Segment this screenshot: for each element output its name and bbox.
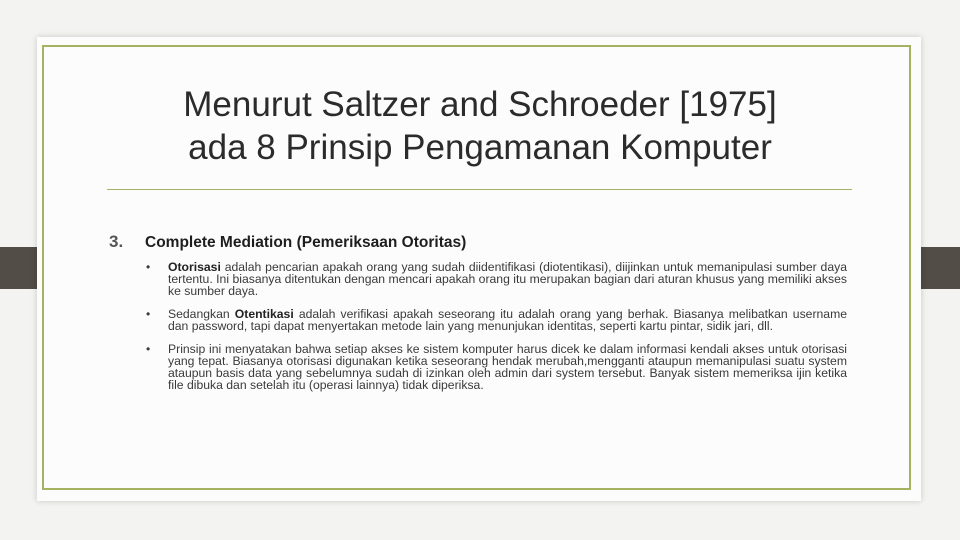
section-heading xyxy=(109,232,809,252)
bullet-text: Prinsip ini menyatakan bahwa setiap akses ke sistem komputer harus dicek ke dalam informasi kendali akses untuk otorisasi yang tepat. Biasanya otorisasi digunakan ketika seseorang hendak merubah,mengganti ataupun memanipulasi suatu system ataupun basis data yang sebelumnya sudah di izinkan oleh admin dari system tersebut. Banyak sistem memeriksa ijin ketika file dibuka dan setelah itu (operasi lainnya) tidak diperiksa. xyxy=(168,342,847,392)
slide-title xyxy=(110,83,850,169)
section-number: 3. xyxy=(109,232,124,251)
bullet-list xyxy=(146,261,847,402)
term-otorisasi: Otorisasi xyxy=(168,260,221,274)
bullet-marker: • xyxy=(146,342,151,356)
bullet-marker: • xyxy=(146,260,151,274)
bullet-item-otentikasi xyxy=(146,308,847,332)
bullet-prefix: Sedangkan xyxy=(168,307,235,321)
title-line-1: Menurut Saltzer and Schroeder [1975] xyxy=(183,85,777,124)
bullet-text: adalah pencarian apakah orang yang sudah diidentifikasi (diotentikasi), diijinkan untuk memanipulasi sumber daya tertentu. Ini biasanya ditentukan dengan mencari apakah orang itu merupakan bagian dari aturan khusus yang memiliki akses ke sumber daya. xyxy=(168,260,847,298)
bullet-marker: • xyxy=(146,307,151,321)
bullet-text: adalah verifikasi apakah seseorang itu adalah orang yang berhak. Biasanya melibatkan username dan password, tapi dapat menyertakan metode lain yang menunjukan identitas, seperti kartu pintar, sidik jari, dll. xyxy=(168,307,847,333)
bullet-item-otorisasi xyxy=(146,261,847,297)
title-line-2: ada 8 Prinsip Pengamanan Komputer xyxy=(188,128,772,167)
section-heading-text: Complete Mediation (Pemeriksaan Otoritas) xyxy=(145,234,467,251)
term-otentikasi: Otentikasi xyxy=(234,307,294,321)
title-divider xyxy=(107,189,852,190)
bullet-item-prinsip xyxy=(146,343,847,391)
